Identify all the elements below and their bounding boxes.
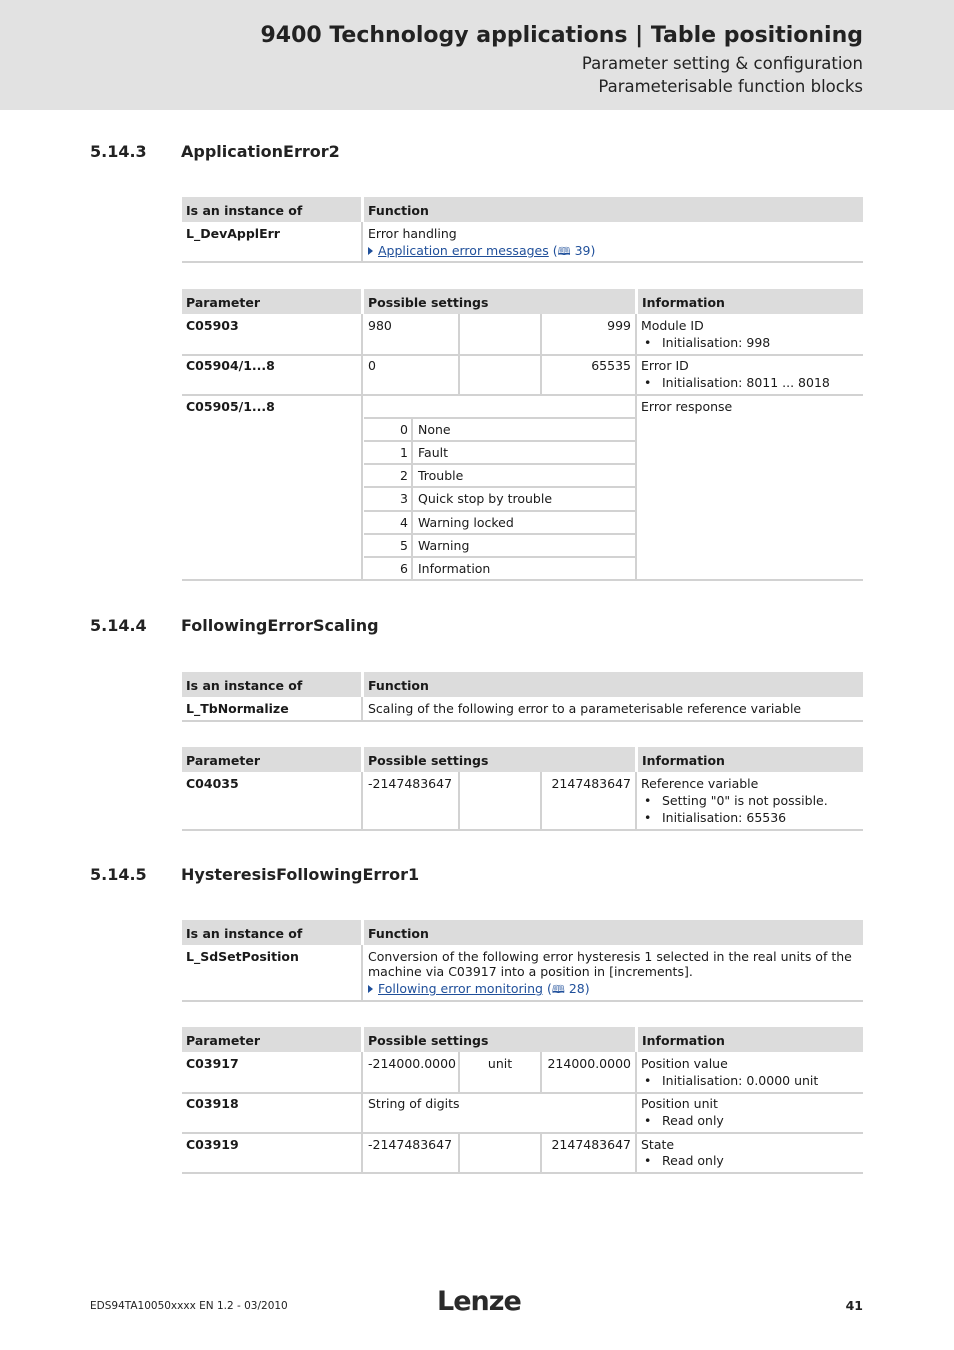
divider [364, 533, 635, 535]
divider [361, 772, 363, 830]
table-header [182, 289, 361, 314]
divider [540, 1134, 542, 1173]
bullet-text: Initialisation: 0.0000 unit [662, 1073, 819, 1088]
divider [540, 772, 542, 830]
divider [182, 354, 863, 356]
bullet-text: Initialisation: 65536 [662, 810, 787, 825]
page-subtitle-2: Parameterisable function blocks [598, 77, 863, 96]
info-bullet: • Initialisation: 65536 [644, 810, 787, 825]
info-bullet: • Read only [644, 1113, 724, 1128]
option-value: 5 [400, 538, 408, 553]
divider [540, 314, 542, 395]
divider [182, 1092, 863, 1094]
section-number: 5.14.3 [90, 142, 147, 161]
divider [182, 1172, 863, 1174]
arrow-right-icon [368, 247, 373, 255]
divider [361, 314, 363, 580]
divider [635, 1052, 637, 1173]
instance-table [182, 920, 863, 1004]
divider [540, 1052, 542, 1093]
divider [182, 1132, 863, 1134]
divider [182, 261, 863, 263]
lenze-logo: Lenze [437, 1286, 521, 1317]
info-bullet: • Setting "0" is not possible. [644, 793, 828, 808]
param-code: C04035 [186, 776, 239, 791]
table-header [182, 197, 361, 222]
arrow-right-icon [368, 985, 373, 993]
option-label: Warning [418, 538, 470, 553]
divider [364, 486, 635, 488]
section-heading-5-14-5 [90, 865, 419, 884]
header-parameter: Parameter [186, 295, 260, 310]
param-code: C05903 [186, 318, 239, 333]
option-label: None [418, 422, 451, 437]
info-title: Module ID [641, 318, 704, 333]
function-link-row: Application error messages (🕮 39) [368, 243, 595, 262]
table-header [182, 1027, 361, 1052]
header-function: Function [368, 203, 429, 218]
header-settings: Possible settings [368, 753, 489, 768]
instance-name: L_SdSetPosition [186, 949, 299, 964]
table-header [182, 920, 361, 945]
divider [182, 579, 863, 581]
link-following-error-monitoring[interactable]: Following error monitoring [378, 981, 543, 996]
setting-min: -2147483647 [368, 776, 453, 791]
divider [364, 556, 635, 558]
divider [364, 463, 635, 465]
divider [361, 945, 363, 1001]
header-instance: Is an instance of [186, 203, 303, 218]
info-title: Position unit [641, 1096, 718, 1111]
function-text: Scaling of the following error to a parameterisable reference variable [368, 701, 802, 716]
section-heading-5-14-3 [90, 142, 340, 161]
param-code: C03917 [186, 1056, 239, 1071]
bullet-text: Initialisation: 8011 ... 8018 [662, 375, 830, 390]
divider [364, 417, 635, 419]
instance-name: L_DevApplErr [186, 226, 280, 241]
bullet-text: Initialisation: 998 [662, 335, 771, 350]
option-label: Information [418, 561, 491, 576]
setting-min: 980 [368, 318, 392, 333]
table-header [638, 747, 863, 772]
option-value: 6 [400, 561, 408, 576]
info-title: Error ID [641, 358, 689, 373]
info-bullet: • Initialisation: 0.0000 unit [644, 1073, 819, 1088]
book-icon: 🕮 [551, 983, 565, 996]
divider [364, 440, 635, 442]
document-id: EDS94TA10050xxxx EN 1.2 - 03/2010 [90, 1300, 288, 1312]
divider [361, 1052, 363, 1173]
instance-table [182, 672, 863, 724]
divider [182, 1000, 863, 1002]
option-value: 3 [400, 491, 408, 506]
table-header [182, 747, 361, 772]
info-title: Error response [641, 399, 733, 414]
header-information: Information [642, 753, 725, 768]
table-header [364, 1027, 635, 1052]
page-header [0, 0, 954, 110]
option-label: Warning locked [418, 515, 514, 530]
option-label: Trouble [418, 468, 464, 483]
divider [361, 697, 363, 721]
header-instance: Is an instance of [186, 678, 303, 693]
book-icon: 🕮 [557, 245, 571, 258]
setting-max: 2147483647 [551, 1137, 631, 1152]
table-header [638, 289, 863, 314]
header-function: Function [368, 678, 429, 693]
option-value: 0 [400, 422, 408, 437]
param-code: C05904/1...8 [186, 358, 275, 373]
bullet-text: Setting "0" is not possible. [662, 793, 828, 808]
setting-max: 214000.0000 [547, 1056, 631, 1071]
setting-min: -2147483647 [368, 1137, 453, 1152]
option-label: Quick stop by trouble [418, 491, 553, 506]
function-text: Conversion of the following error hysteresis 1 selected in the real units of the [368, 949, 852, 964]
divider [458, 314, 460, 395]
table-header [364, 747, 635, 772]
instance-name: L_TbNormalize [186, 701, 289, 716]
page-number: 41 [845, 1298, 863, 1313]
header-settings: Possible settings [368, 295, 489, 310]
setting-text: String of digits [368, 1096, 460, 1111]
header-parameter: Parameter [186, 753, 260, 768]
param-code: C03919 [186, 1137, 239, 1152]
link-page-number[interactable]: 39 [574, 243, 591, 258]
header-information: Information [642, 1033, 725, 1048]
option-value: 2 [400, 468, 408, 483]
info-bullet: • Read only [644, 1153, 724, 1168]
param-code: C05905/1...8 [186, 399, 275, 414]
info-title: State [641, 1137, 675, 1152]
page-title: 9400 Technology applications | Table positioning [260, 23, 863, 48]
divider [458, 1052, 460, 1093]
section-title: HysteresisFollowingError1 [181, 865, 420, 884]
parameter-table [182, 747, 863, 833]
param-code: C03918 [186, 1096, 239, 1111]
option-value: 1 [400, 445, 408, 460]
option-label: Fault [418, 445, 448, 460]
info-bullet: • Initialisation: 998 [644, 335, 771, 350]
section-number: 5.14.5 [90, 865, 147, 884]
section-number: 5.14.4 [90, 616, 147, 635]
table-header [638, 1027, 863, 1052]
divider [364, 510, 635, 512]
divider [458, 1134, 460, 1173]
section-title: ApplicationError2 [181, 142, 340, 161]
setting-max: 2147483647 [551, 776, 631, 791]
header-information: Information [642, 295, 725, 310]
divider [361, 222, 363, 262]
header-instance: Is an instance of [186, 926, 303, 941]
table-header [364, 289, 635, 314]
setting-unit: unit [487, 1056, 513, 1071]
table-header [364, 197, 863, 222]
header-parameter: Parameter [186, 1033, 260, 1048]
divider [182, 394, 863, 396]
info-title: Position value [641, 1056, 728, 1071]
function-text: machine via C03917 into a position in [increments]. [368, 964, 693, 979]
parameter-table [182, 289, 863, 583]
section-title: FollowingErrorScaling [181, 616, 379, 635]
bullet-text: Read only [662, 1113, 724, 1128]
info-title: Reference variable [641, 776, 759, 791]
divider [458, 772, 460, 830]
divider [182, 829, 863, 831]
instance-table [182, 197, 863, 265]
function-text: Error handling [368, 226, 457, 241]
divider [635, 772, 637, 830]
page-subtitle: Parameter setting & configuration [581, 54, 863, 73]
setting-min: -214000.0000 [368, 1056, 457, 1071]
info-bullet: • Initialisation: 8011 ... 8018 [644, 375, 830, 390]
table-header [364, 920, 863, 945]
bullet-text: Read only [662, 1153, 724, 1168]
header-settings: Possible settings [368, 1033, 489, 1048]
parameter-table [182, 1027, 863, 1177]
function-link-row: Following error monitoring (🕮 28) [368, 981, 590, 1000]
link-page-number[interactable]: 28 [568, 981, 585, 996]
setting-max: 999 [607, 318, 631, 333]
section-heading-5-14-4 [90, 616, 379, 635]
header-function: Function [368, 926, 429, 941]
setting-min: 0 [368, 358, 376, 373]
setting-max: 65535 [591, 358, 631, 373]
divider [182, 720, 863, 722]
divider [635, 314, 637, 580]
option-value: 4 [400, 515, 408, 530]
link-application-error-messages[interactable]: Application error messages [378, 243, 549, 258]
table-header [182, 672, 361, 697]
table-header [364, 672, 863, 697]
